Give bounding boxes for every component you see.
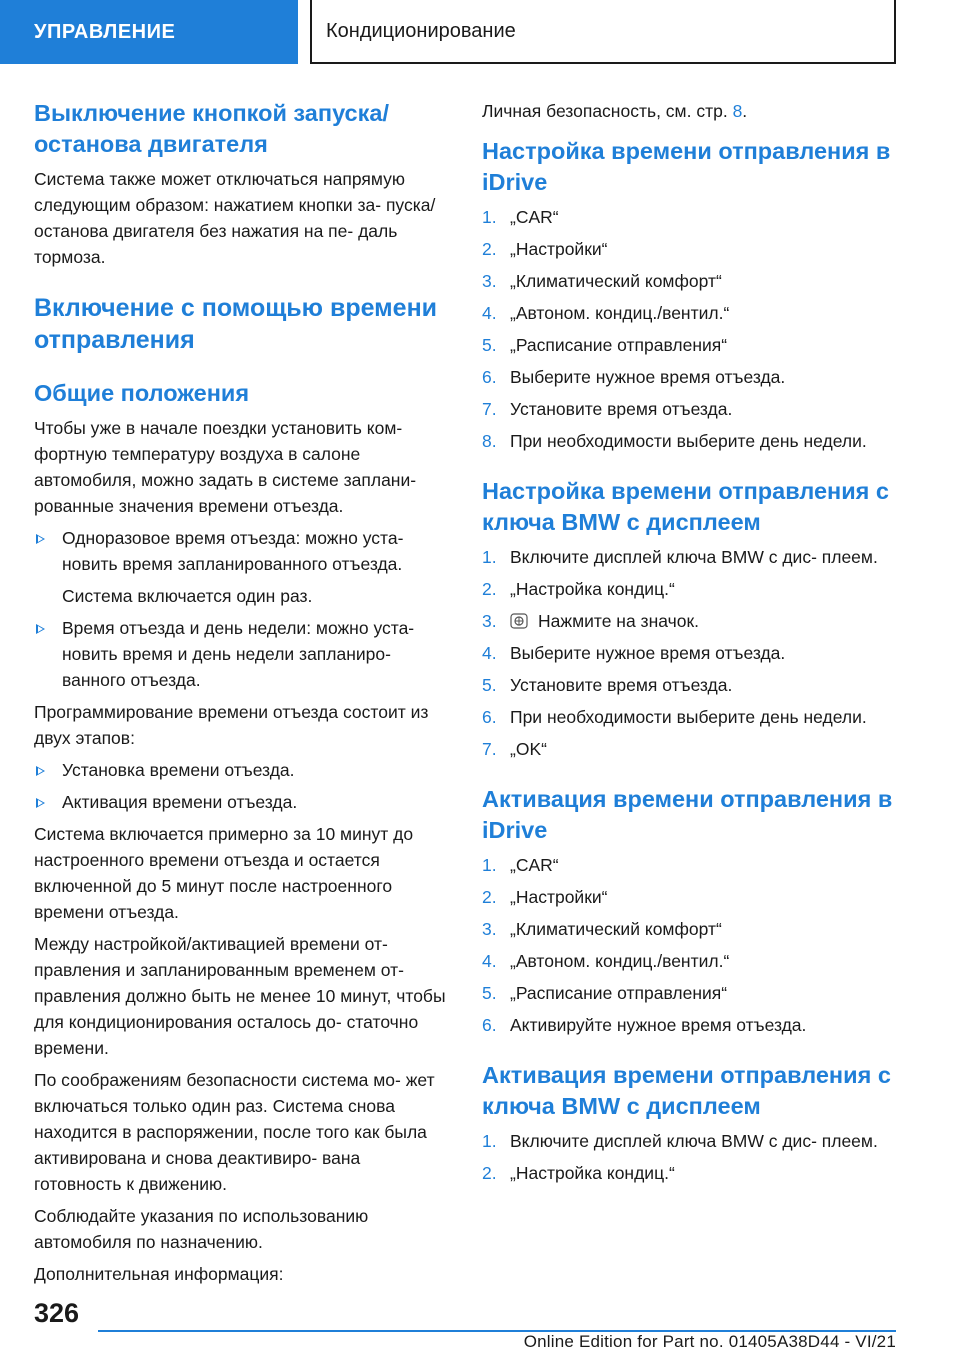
section-title-set-key: Настройка времени отправления с ключа BMW с дисплеем (482, 478, 889, 535)
step-text: „OK“ (510, 739, 547, 759)
step-number: 8. (482, 431, 497, 451)
step-text: „Настройки“ (510, 887, 608, 907)
step-item (482, 672, 902, 698)
triangle-bullet-icon (36, 766, 45, 776)
page-header-title: Кондиционирование (312, 0, 896, 64)
step-item (482, 204, 902, 230)
step-item (482, 704, 902, 730)
step-item (482, 268, 902, 294)
section-tab: УПРАВЛЕНИЕ (0, 0, 298, 64)
step-number: 2. (482, 579, 497, 599)
step-text: „Расписание отправления“ (510, 983, 728, 1003)
section-title-engine-stop: Выключение кнопкой запуска/ останова двигателя (34, 100, 389, 157)
safety-reference-end: . (742, 101, 748, 121)
climate-fan-icon (510, 613, 528, 629)
step-text: Включите дисплей ключа BMW с дис- плеем. (510, 547, 878, 567)
step-item (482, 736, 902, 762)
step-item (482, 640, 902, 666)
paragraph: Система также может отключаться напрямую следующим образом: нажатием кнопки за- пуска/останова двигателя без нажатия на пе- даль тормоза. (34, 169, 436, 267)
step-number: 2. (482, 239, 497, 259)
step-text: Установите время отъезда. (510, 675, 733, 695)
step-number: 6. (482, 707, 497, 727)
triangle-bullet-icon (36, 798, 45, 808)
step-text: При необходимости выберите день недели. (510, 707, 867, 727)
list-item (34, 615, 448, 693)
section-title-departure-time: Включение с помощью времени отправления (34, 294, 438, 354)
step-number: 7. (482, 399, 497, 419)
step-number: 3. (482, 919, 497, 939)
step-item (482, 1128, 902, 1154)
list-item-note (34, 583, 448, 609)
steps-list (482, 1128, 902, 1186)
step-number: 1. (482, 207, 497, 227)
section-title-set-idrive: Настройка времени отправления в iDrive (482, 138, 891, 195)
left-column (34, 98, 448, 1293)
step-number: 2. (482, 1163, 497, 1183)
step-number: 6. (482, 367, 497, 387)
step-text: Нажмите на значок. (538, 611, 699, 631)
list-item-text: Установка времени отъезда. (62, 760, 295, 780)
edition-footer: Online Edition for Part no. 01405A38D44 - VI/21 (523, 1332, 896, 1351)
subsection-title-general: Общие положения (34, 380, 250, 406)
step-text: Выберите нужное время отъезда. (510, 643, 786, 663)
paragraph: По соображениям безопасности система мо- жет включаться только один раз. Система снова находится в распоряжении, после того как была активирована и снова деактивиро- вана готовность к движению. (34, 1070, 435, 1194)
step-number: 6. (482, 1015, 497, 1035)
list-item (34, 789, 448, 815)
step-item (482, 1160, 902, 1186)
paragraph: Соблюдайте указания по использованию автомобиля по назначению. (34, 1206, 369, 1252)
bullet-list (34, 525, 448, 693)
paragraph: Система включается примерно за 10 минут до настроенного времени отъезда и остается включенной до 5 минут после настроенного времени отъезда. (34, 824, 414, 922)
right-column (482, 98, 902, 1192)
step-item (482, 300, 902, 326)
step-item (482, 544, 902, 570)
triangle-bullet-icon (36, 534, 45, 544)
step-number: 2. (482, 887, 497, 907)
step-text: „Настройка кондиц.“ (510, 1163, 675, 1183)
step-item (482, 980, 902, 1006)
safety-reference-text: Личная безопасность, см. стр. (482, 101, 728, 121)
step-text: „Настройки“ (510, 239, 608, 259)
step-text: „CAR“ (510, 207, 559, 227)
section-title-activate-idrive: Активация времени отправления в iDrive (482, 786, 893, 843)
step-item (482, 608, 902, 634)
step-item (482, 576, 902, 602)
step-text: „CAR“ (510, 855, 559, 875)
step-item (482, 1012, 902, 1038)
section-title-activate-key: Активация времени отправления с ключа BMW с дисплеем (482, 1062, 891, 1119)
step-item (482, 948, 902, 974)
step-item (482, 428, 902, 454)
list-item-text: Активация времени отъезда. (62, 792, 298, 812)
step-text: „Климатический комфорт“ (510, 919, 722, 939)
page-link[interactable]: 8 (732, 101, 743, 121)
step-text: „Автоном. кондиц./вентил.“ (510, 951, 730, 971)
list-item-text: Время отъезда и день недели: можно уста- новить время и день недели запланиро- ванного отъезда. (62, 618, 415, 690)
paragraph: Программирование времени отъезда состоит из двух этапов: (34, 702, 429, 748)
step-item (482, 364, 902, 390)
step-number: 4. (482, 951, 497, 971)
steps-list (482, 204, 902, 454)
step-number: 3. (482, 611, 497, 631)
step-text: Установите время отъезда. (510, 399, 733, 419)
steps-list (482, 852, 902, 1038)
step-item (482, 236, 902, 262)
paragraph: Между настройкой/активацией времени от- правления и запланированным временем от- правления должно быть не менее 10 минут, чтобы для кондиционирования осталось до- статочно времени. (34, 934, 446, 1058)
step-item (482, 916, 902, 942)
step-text: „Автоном. кондиц./вентил.“ (510, 303, 730, 323)
step-number: 1. (482, 1131, 497, 1151)
step-text: Включите дисплей ключа BMW с дис- плеем. (510, 1131, 878, 1151)
paragraph: Дополнительная информация: (34, 1264, 284, 1284)
step-number: 4. (482, 643, 497, 663)
list-item-note-text: Система включается один раз. (62, 586, 313, 606)
step-item (482, 884, 902, 910)
page-number: 326 (34, 1298, 80, 1328)
step-text: Активируйте нужное время отъезда. (510, 1015, 807, 1035)
step-text: „Климатический комфорт“ (510, 271, 722, 291)
triangle-bullet-icon (36, 624, 45, 634)
step-item (482, 332, 902, 358)
step-number: 5. (482, 675, 497, 695)
list-item (34, 757, 448, 783)
step-number: 5. (482, 335, 497, 355)
step-text: При необходимости выберите день недели. (510, 431, 867, 451)
step-number: 1. (482, 855, 497, 875)
step-number: 7. (482, 739, 497, 759)
step-item (482, 852, 902, 878)
safety-reference (482, 98, 902, 124)
paragraph: Чтобы уже в начале поездки установить ком- фортную температуру воздуха в салоне автомобиля, можно задать в системе заплани- рованные значения времени отъезда. (34, 418, 417, 516)
list-item (34, 525, 448, 577)
list-item-text: Одноразовое время отъезда: можно уста- новить время запланированного отъезда. (62, 528, 404, 574)
step-number: 5. (482, 983, 497, 1003)
bullet-list (34, 757, 448, 815)
step-text: Выберите нужное время отъезда. (510, 367, 786, 387)
steps-list (482, 544, 902, 762)
step-text: „Расписание отправления“ (510, 335, 728, 355)
step-text: „Настройка кондиц.“ (510, 579, 675, 599)
step-number: 4. (482, 303, 497, 323)
step-item (482, 396, 902, 422)
step-number: 3. (482, 271, 497, 291)
step-number: 1. (482, 547, 497, 567)
